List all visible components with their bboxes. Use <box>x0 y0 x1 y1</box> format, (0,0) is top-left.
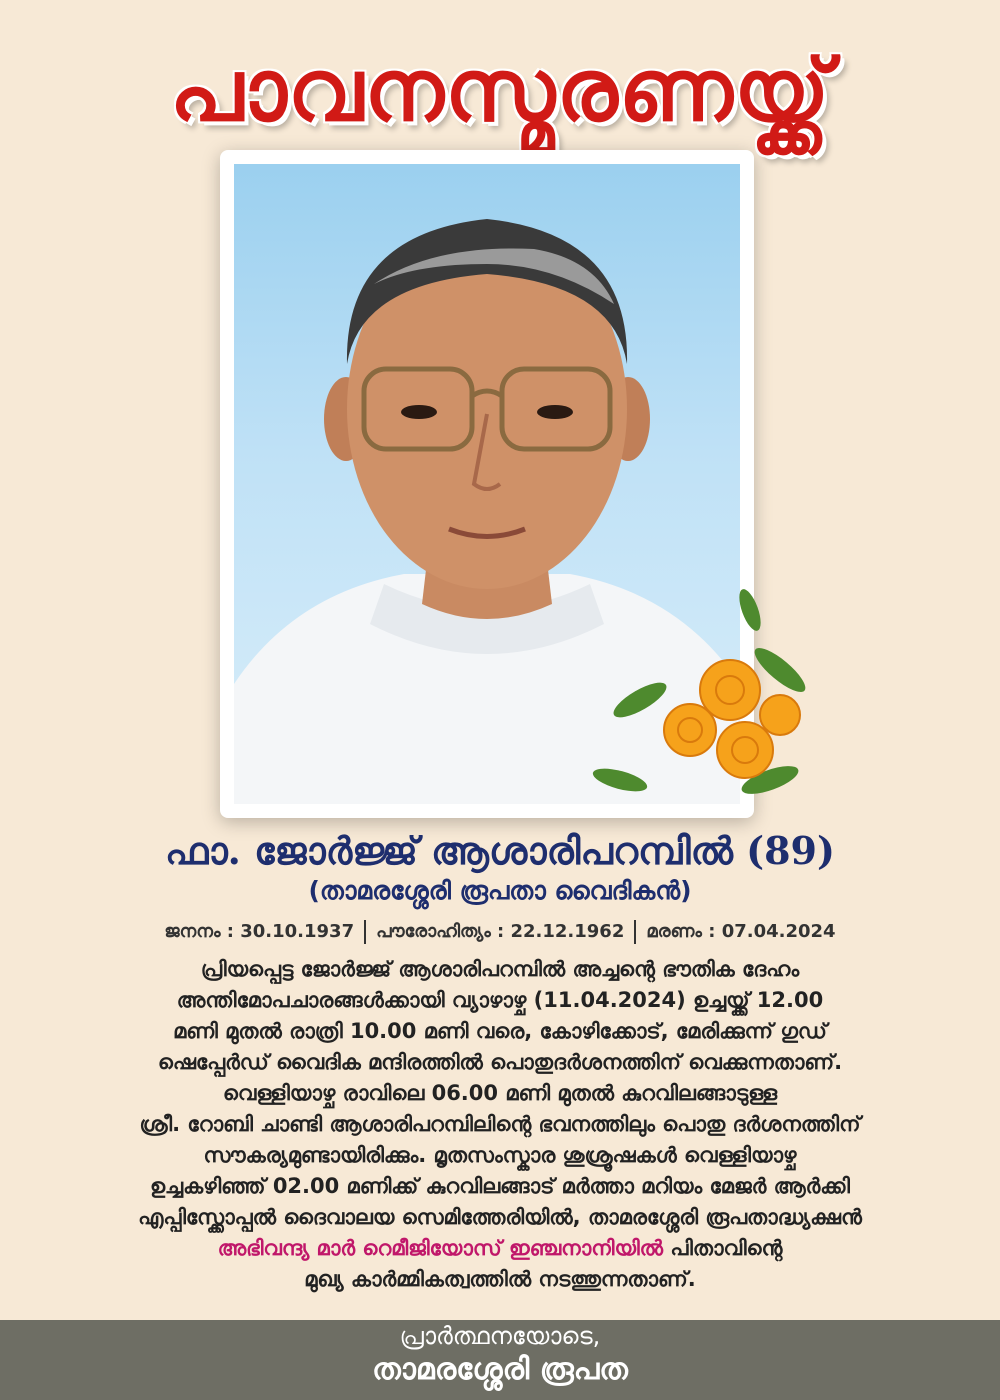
notice-line-10 <box>20 1233 980 1264</box>
birth-date: ജനനം : 30.10.1937 <box>164 921 355 942</box>
notice-line: മണി മുതൽ രാത്രി 10.00 മണി വരെ, കോഴിക്കോട്, മേരിക്കുന്ന് ഗുഡ് <box>173 1019 827 1043</box>
notice-line: വെള്ളിയാഴ്ച രാവിലെ 06.00 മണി മുതൽ കുറവിലങ്ങാടുള്ള <box>222 1081 778 1105</box>
footer-signature: താമരശ്ശേരി രൂപത <box>372 1352 628 1387</box>
notice-line-10-rest: പിതാവിന്റെ <box>663 1236 783 1260</box>
bishop-name: അഭിവന്ദ്യ മാർ റെമീജിയോസ് ഇഞ്ചനാനിയിൽ <box>217 1236 664 1260</box>
rose-bouquet-decoration <box>580 580 820 820</box>
notice-line: അന്തിമോപചാരങ്ങൾക്കായി വ്യാഴാഴ്ച (11.04.2024) ഉച്ചയ്ക്ക് 12.00 <box>176 988 824 1012</box>
date-separator <box>634 920 636 944</box>
notice-line: ഷെപ്പേർഡ് വൈദിക മന്ദിരത്തിൽ പൊതുദർശനത്തിന് വെക്കുന്നതാണ്. <box>157 1050 843 1074</box>
notice-line: എപ്പിസ്ക്കോപ്പൽ ദൈവാലയ സെമിത്തേരിയിൽ, താമരശ്ശേരി രൂപതാദ്ധ്യക്ഷൻ <box>138 1205 862 1229</box>
deceased-name: ഫാ. ജോർജ്ജ് ആശാരിപറമ്പിൽ (89) <box>165 828 835 873</box>
notice-line: ശ്രീ. റോബി ചാണ്ടി ആശാരിപറമ്പിലിന്റെ ഭവനത്തിലും പൊതു ദർശനത്തിന് <box>139 1112 861 1136</box>
date-separator <box>364 920 366 944</box>
footer-greeting: പ്രാർത്ഥനയോടെ, <box>399 1322 601 1350</box>
ordination-date: പൗരോഹിത്യം : 22.12.1962 <box>376 921 625 942</box>
notice-line: ഉച്ചകഴിഞ്ഞ് 02.00 മണിക്ക് കുറവിലങ്ങാട് മർത്താ മറിയം മേജർ ആർക്കി <box>150 1174 850 1198</box>
notice-line: പ്രിയപ്പെട്ട ജോർജ്ജ് ആശാരിപറമ്പിൽ അച്ചന്റെ ഭൗതിക ദേഹം <box>200 957 800 981</box>
notice-line: മുഖ്യ കാർമ്മികത്വത്തിൽ നടത്തുന്നതാണ്. <box>304 1267 696 1291</box>
notice-line: സൗകര്യമുണ്ടായിരിക്കും. മൃതസംസ്കാര ശുശ്രൂഷകൾ വെള്ളിയാഴ്ച <box>203 1143 797 1167</box>
page-title: പാവനസ്മരണയ്ക്ക് <box>169 40 831 141</box>
death-date: മരണം : 07.04.2024 <box>646 921 836 942</box>
funeral-notice <box>20 954 980 1295</box>
deceased-role: (താമരശ്ശേരി രൂപതാ വൈദികൻ) <box>308 876 692 905</box>
dates-row <box>0 920 1000 944</box>
